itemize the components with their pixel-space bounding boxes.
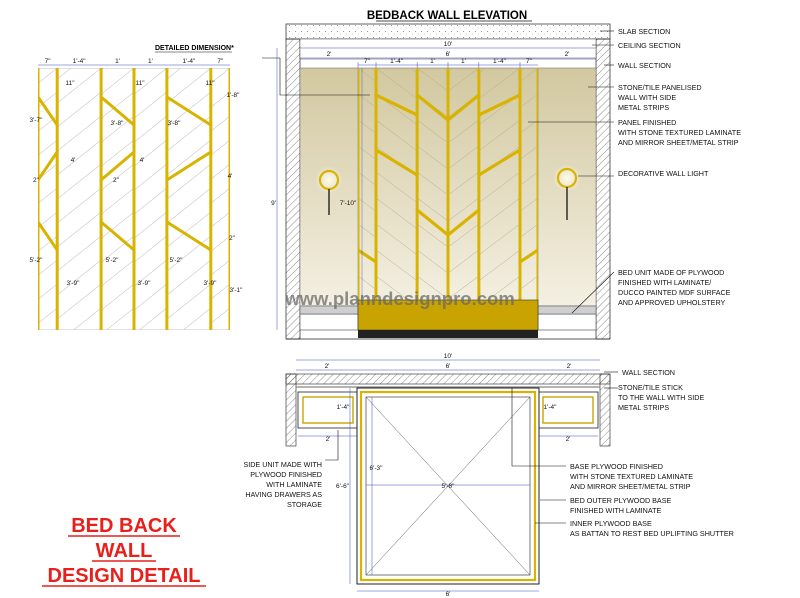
detail-grain xyxy=(211,380,230,395)
detail-col-dim: 3'-9" xyxy=(137,280,151,287)
plan-label-stone-3: METAL STRIPS xyxy=(618,403,670,412)
side-unit-right-elev xyxy=(538,314,596,330)
detail-col-dim: 5'-2" xyxy=(29,257,43,264)
detail-drawing xyxy=(30,0,244,415)
label-stone-2: WALL WITH SIDE xyxy=(618,93,677,102)
elev-dim-total: 10' xyxy=(443,41,453,48)
label-ceiling: CEILING SECTION xyxy=(618,41,681,50)
detail-grain xyxy=(167,0,211,31)
plan-label-side-4: HAVING DRAWERS AS xyxy=(245,490,322,499)
detail-col-dim: 3'-7" xyxy=(29,117,43,124)
detail-grain xyxy=(134,332,167,358)
plan-wall-top xyxy=(286,374,610,384)
label-panel-2: WITH STONE TEXTURED LAMINATE xyxy=(618,128,741,137)
plan-label-base-1: BASE PLYWOOD FINISHED xyxy=(570,462,663,471)
plan-dim-bed-outer-len: 6'-6" xyxy=(336,483,349,490)
plan-label-side-1: SIDE UNIT MADE WITH xyxy=(243,460,322,469)
plan-dim-unit-width-left: 2' xyxy=(325,436,331,443)
detail-panels xyxy=(38,0,230,415)
plan-dim-unit-width-right: 2' xyxy=(565,436,571,443)
plan-label-side-2: PLYWOOD FINISHED xyxy=(250,470,322,479)
label-bed-4: AND APPROVED UPHOLSTERY xyxy=(618,298,726,307)
plan-label-inner-2: AS BATTAN TO REST BED UPLIFTING SHUTTER xyxy=(570,529,734,538)
detail-col-dim: 11" xyxy=(205,80,215,87)
elev-top-dims xyxy=(358,58,533,68)
plan-label-side-5: STORAGE xyxy=(286,500,322,509)
detail-top-dims xyxy=(45,58,224,65)
detail-grain xyxy=(57,0,101,7)
detail-grain xyxy=(211,356,230,371)
detail-col-dim: 4' xyxy=(139,157,145,164)
detail-col-dim: 5'-2" xyxy=(169,257,183,264)
detail-col-dim: 3'-9" xyxy=(203,280,217,287)
elev-top-seg-dim: 1' xyxy=(430,58,436,65)
detail-title: DETAILED DIMENSION* xyxy=(155,45,234,52)
detail-grain xyxy=(57,20,101,55)
plan-dim-unit-depth-right: 1'-4" xyxy=(543,404,557,411)
plan-dim-bed-inner-w: 5'-8" xyxy=(441,483,455,490)
elev-top-seg-dim: 1' xyxy=(460,58,466,65)
detail-grain xyxy=(211,332,230,347)
detail-grain xyxy=(167,332,211,367)
bed-base-elev xyxy=(358,330,538,338)
detail-col-dim: 4' xyxy=(227,173,233,180)
detail-grain xyxy=(134,380,167,406)
main-title-line-3: DESIGN DETAIL xyxy=(47,565,201,587)
detail-col-dim: 3'-1" xyxy=(229,287,243,294)
detail-grain xyxy=(38,356,57,371)
elev-top-seg-dim: 1'-4" xyxy=(390,58,404,65)
detail-grain xyxy=(101,332,134,358)
wall-right xyxy=(596,39,610,339)
detail-top-dim: 1' xyxy=(148,58,153,65)
label-wall: WALL SECTION xyxy=(618,61,671,70)
detail-grain xyxy=(167,0,211,7)
elev-top-seg-dim: 7" xyxy=(364,58,370,65)
plan-label-base-3: AND MIRROR SHEET/METAL STRIP xyxy=(570,482,691,491)
main-title-line-2: WALL xyxy=(95,540,153,562)
panel-grain xyxy=(520,0,538,4)
detail-col-dim: 11" xyxy=(65,80,75,87)
detail-col-dim: 5'-2" xyxy=(105,257,119,264)
plan-drawing xyxy=(243,353,733,598)
label-slab: SLAB SECTION xyxy=(618,27,671,36)
detail-top-dim: 7" xyxy=(44,58,51,65)
plan-dim-side-right: 2' xyxy=(566,363,572,370)
panel-grain xyxy=(358,0,376,4)
label-bed-1: BED UNIT MADE OF PLYWOOD xyxy=(618,268,725,277)
detail-grain xyxy=(134,20,167,46)
plan-label-side-3: WITH LAMINATE xyxy=(266,480,322,489)
detail-grain xyxy=(167,380,211,415)
detail-col-dim: 2" xyxy=(229,235,235,242)
label-bed-3: DUCCO PAINTED MDF SURFACE xyxy=(618,288,731,297)
detail-grain xyxy=(134,356,167,382)
main-title xyxy=(48,515,201,587)
plan-wall-left xyxy=(286,374,296,446)
detail-grain xyxy=(211,0,230,11)
detail-top-dim: 1'-4" xyxy=(72,58,86,65)
elev-dim-center: 6' xyxy=(445,51,451,58)
main-title-line-1: BED BACK xyxy=(71,515,177,537)
plan-dim-bed-inner-len: 6'-3" xyxy=(369,465,383,472)
plan-dim-bed-w: 6' xyxy=(445,591,451,598)
detail-grain xyxy=(57,356,101,391)
label-stone-1: STONE/TILE PANELISED xyxy=(618,83,702,92)
detail-grain xyxy=(167,356,211,391)
elev-dim-side-left: 2' xyxy=(326,51,332,58)
detail-col-dim: 11" xyxy=(135,80,145,87)
detail-grain xyxy=(38,0,57,11)
label-light: DECORATIVE WALL LIGHT xyxy=(618,169,709,178)
detail-col-dim: 4' xyxy=(70,157,76,164)
detail-top-dim: 1' xyxy=(115,58,120,65)
elev-top-seg-dim: 7" xyxy=(526,58,532,65)
label-bed-2: FINISHED WITH LAMINATE/ xyxy=(618,278,712,287)
detail-top-dim: 1'-4" xyxy=(182,58,196,65)
detail-grain xyxy=(57,332,101,367)
plan-label-wall: WALL SECTION xyxy=(622,368,675,377)
detail-grain xyxy=(38,332,57,347)
label-stone-3: METAL STRIPS xyxy=(618,103,670,112)
detail-col-dim: 3'-8" xyxy=(110,120,124,127)
plan-label-base-2: WITH STONE TEXTURED LAMINATE xyxy=(570,472,693,481)
plan-wall-right xyxy=(600,374,610,446)
detail-col-dim: 2" xyxy=(113,177,119,184)
label-panel-3: AND MIRROR SHEET/METAL STRIP xyxy=(618,138,739,147)
slab-section xyxy=(286,24,610,39)
elev-dim-side-right: 2' xyxy=(564,51,570,58)
elev-dim-bed-height: 7'-10" xyxy=(339,200,357,207)
plan-label-outer-1: BED OUTER PLYWOOD BASE xyxy=(570,496,672,505)
detail-grain xyxy=(101,0,134,22)
plan-dim-center: 6' xyxy=(445,363,451,370)
detail-grain xyxy=(57,380,101,415)
elev-top-seg-dim: 1'-4" xyxy=(492,58,506,65)
elev-dim-height: 9' xyxy=(271,200,276,207)
detail-top-dim: 7" xyxy=(217,58,224,65)
elevation-title: BEDBACK WALL ELEVATION xyxy=(366,10,528,22)
detail-col-dim: 3'-8" xyxy=(167,120,181,127)
plan-dim-total: 10' xyxy=(443,353,453,360)
detail-grain xyxy=(101,20,134,46)
plan-dim-side-left: 2' xyxy=(324,363,330,370)
plan-label-inner-1: INNER PLYWOOD BASE xyxy=(570,519,652,528)
detail-col-dim: 3'-9" xyxy=(66,280,80,287)
detail-col-dim: 2" xyxy=(33,177,39,184)
detail-grain xyxy=(101,356,134,382)
plan-dim-unit-depth-left: 1'-4" xyxy=(336,404,350,411)
side-unit-left-elev xyxy=(300,314,358,330)
detail-grain xyxy=(57,0,101,31)
detail-grain xyxy=(101,380,134,406)
plan-label-stone-2: TO THE WALL WITH SIDE xyxy=(618,393,705,402)
detail-grain xyxy=(211,20,230,35)
plan-label-outer-2: FINISHED WITH LAMINATE xyxy=(570,506,662,515)
detail-grain xyxy=(134,0,167,22)
watermark: www.planndesignpro.com xyxy=(285,288,515,309)
label-panel-1: PANEL FINISHED xyxy=(618,118,677,127)
detail-grain xyxy=(38,20,57,35)
detail-grain xyxy=(38,380,57,395)
plan-label-stone-1: STONE/TILE STICK xyxy=(618,383,683,392)
detail-col-dim: 1'-8" xyxy=(226,92,240,99)
